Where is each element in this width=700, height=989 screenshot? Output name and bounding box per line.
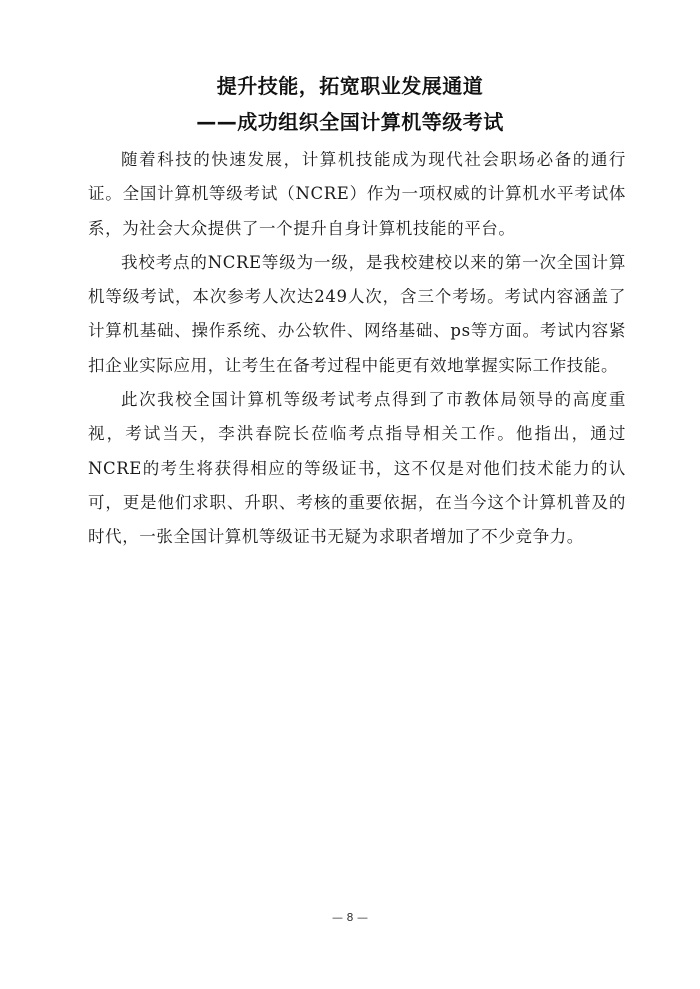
page-number: — 8 — (332, 911, 368, 924)
paragraph-3: 此次我校全国计算机等级考试考点得到了市教体局领导的高度重视，考试当天，李洪春院长莅临考点指导相关工作。他指出，通过NCRE的考生将获得相应的等级证书，这不仅是对他们技术能力的认可，更是他们求职、升职、考核的重要依据，在当今这个计算机普及的时代，一张全国计算机等级证书无疑为求职者增加了不少竞争力。 (88, 390, 626, 547)
title-block (80, 68, 620, 140)
article-body (88, 143, 626, 555)
paragraph-1: 随着科技的快速发展，计算机技能成为现代社会职场必备的通行证。全国计算机等级考试（NCRE）作为一项权威的计算机水平考试体系，为社会大众提供了一个提升自身计算机技能的平台。 (88, 150, 626, 238)
paragraph-2: 我校考点的NCRE等级为一级，是我校建校以来的第一次全国计算机等级考试，本次参考人次达249人次，含三个考场。考试内容涵盖了计算机基础、操作系统、办公软件、网络基础、ps等方面。考试内容紧扣企业实际应用，让考生在备考过程中能更有效地掌握实际工作技能。 (88, 252, 626, 375)
page-subtitle: ——成功组织全国计算机等级考试 (196, 110, 504, 134)
page-title: 提升技能，拓宽职业发展通道 (216, 74, 484, 98)
